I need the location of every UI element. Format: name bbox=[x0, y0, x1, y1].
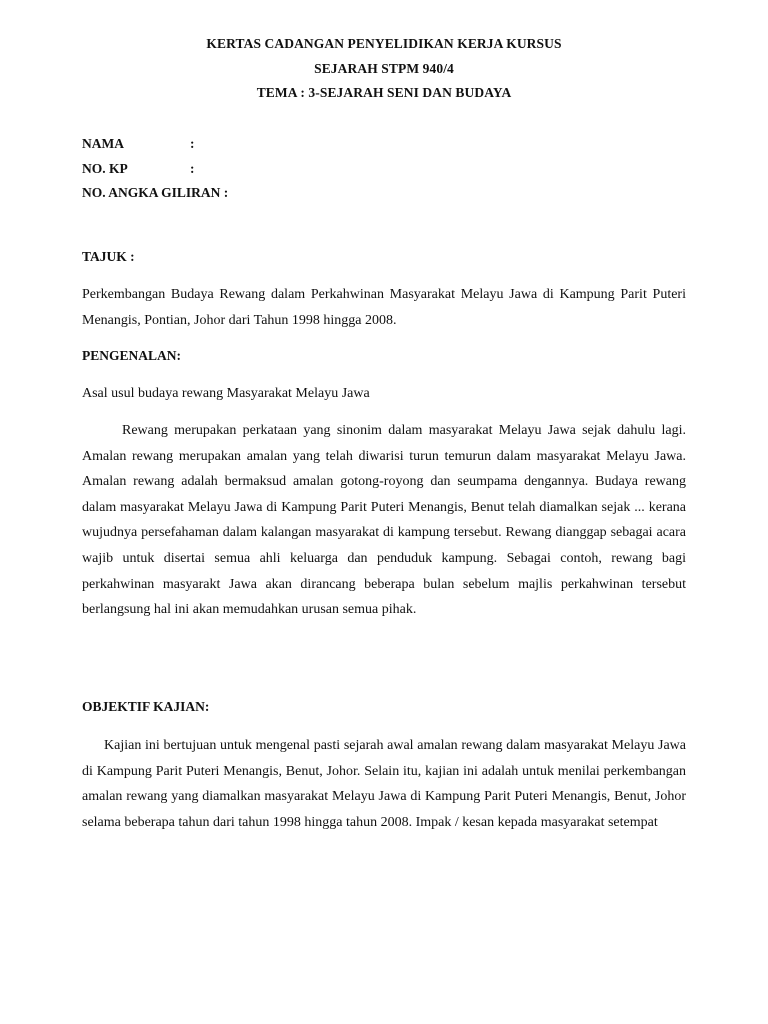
field-label: NO. ANGKA GILIRAN : bbox=[82, 185, 229, 200]
pengenalan-paragraph: Rewang merupakan perkataan yang sinonim dalam masyarakat Melayu Jawa sejak dahulu lagi. Amalan rewang merupakan amalan yang telah diwarisi turun temurun dalam masyarakat Melayu Jawa. Amalan rewang adalah bermaksud amalan gotong-royong dan seumpama dengannya. Budaya rewang dalam masyarakat Melayu Jawa di Kampung Parit Puteri Menangis, Benut telah diamalkan sejak ... kerana wujudnya persefahaman dalam kalangan masyarakat di kampung tersebut. Rewang dianggap sebagai acara wajib untuk disertai semua ahli keluarga dan penduduk kampung. Sebagai contoh, rewang bagi perkahwinan masyarakt Jawa akan dirancang beberapa bulan sebelum majlis perkahwinan tersebut berlangsung hal ini akan memudahkan urusan semua pihak. bbox=[82, 423, 686, 618]
field-colon: : bbox=[190, 136, 195, 151]
field-label: NO. KP bbox=[82, 160, 128, 176]
field-colon: : bbox=[190, 160, 195, 176]
pengenalan-heading: PENGENALAN: bbox=[82, 348, 182, 363]
header-theme: TEMA : 3-SEJARAH SENI DAN BUDAYA bbox=[256, 85, 512, 100]
header-title: KERTAS CADANGAN PENYELIDIKAN KERJA KURSUS bbox=[206, 36, 562, 51]
field-angka-giliran bbox=[82, 181, 228, 206]
field-label: NAMA bbox=[82, 136, 124, 151]
tajuk-heading: TAJUK : bbox=[82, 249, 135, 264]
tajuk-text: Perkembangan Budaya Rewang dalam Perkahwinan Masyarakat Melayu Jawa di Kampung Parit Puteri Menangis, Pontian, Johor dari Tahun 1998 hingga 2008. bbox=[82, 287, 686, 328]
header-subject: SEJARAH STPM 940/4 bbox=[314, 60, 454, 76]
student-fields bbox=[82, 132, 228, 206]
field-no-kp bbox=[82, 157, 228, 182]
objektif-heading: OBJEKTIF KAJIAN: bbox=[82, 699, 210, 714]
objektif-paragraph: Kajian ini bertujuan untuk mengenal pasti sejarah awal amalan rewang dalam masyarakat Melayu Jawa di Kampung Parit Puteri Menangis, Benut, Johor. Selain itu, kajian ini adalah untuk menilai perkembangan amalan rewang yang diamalkan masyarakat Melayu Jawa di Kampung Parit Puteri Menangis, Benut, Johor selama beberapa tahun dari tahun 1998 hingga tahun 2008. Impak / kesan kepada masyarakat setempat bbox=[82, 738, 686, 830]
document-header bbox=[82, 32, 686, 106]
field-nama bbox=[82, 132, 228, 157]
pengenalan-subtitle: Asal usul budaya rewang Masyarakat Melayu Jawa bbox=[82, 386, 370, 401]
